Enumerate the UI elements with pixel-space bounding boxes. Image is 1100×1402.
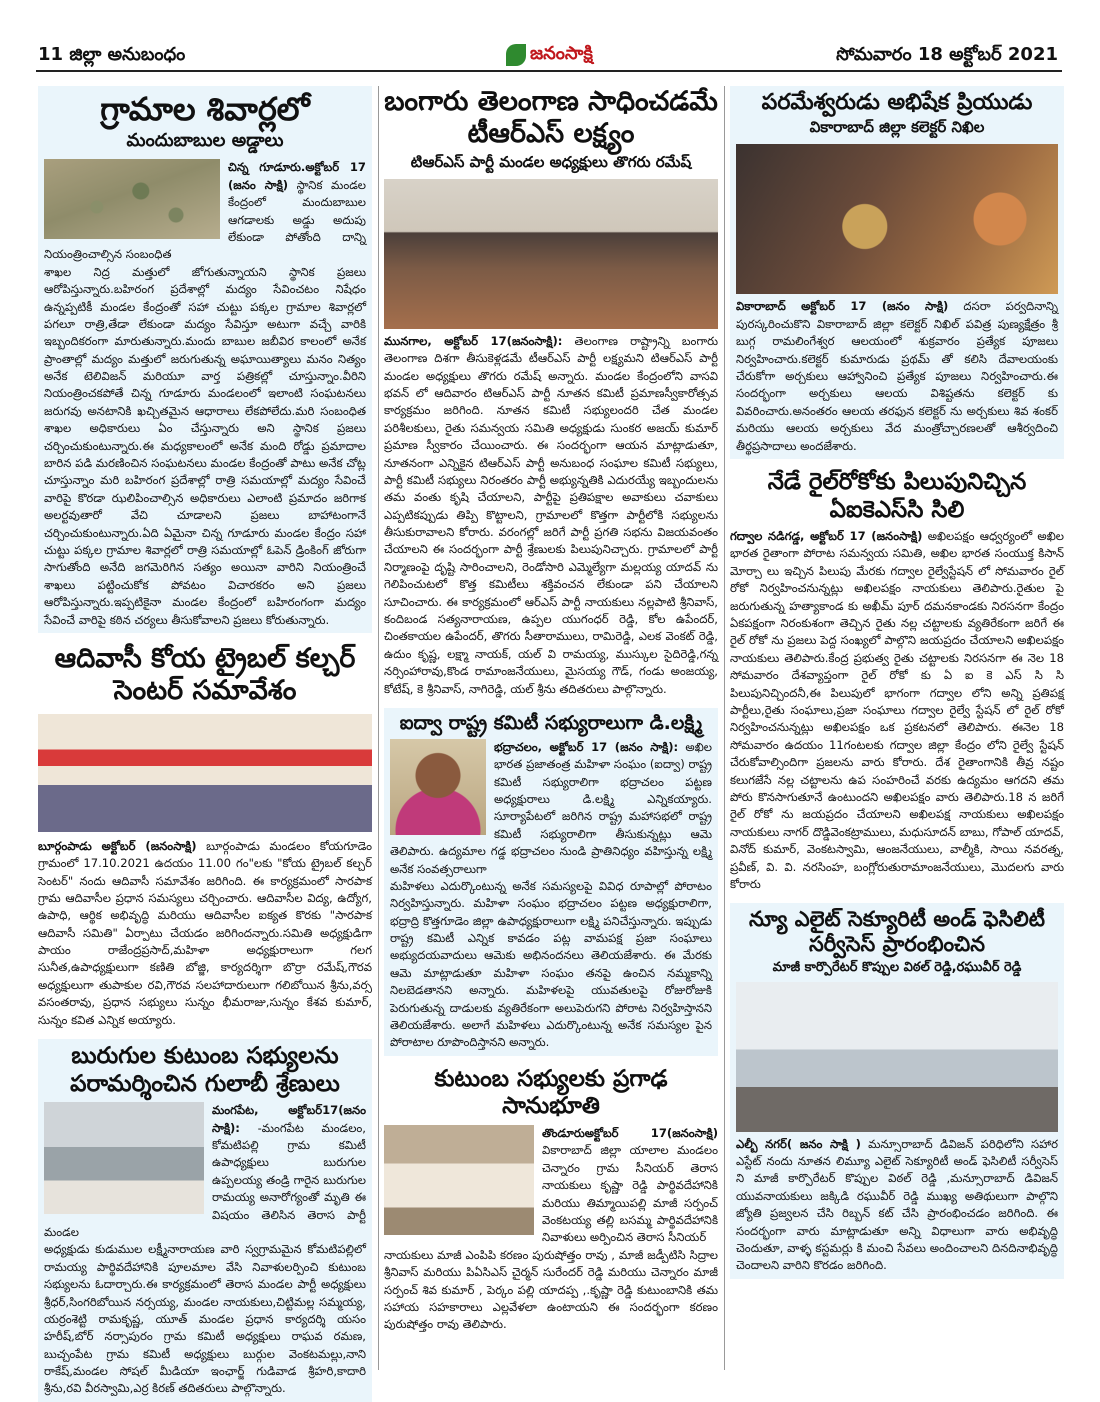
article-subtitle: టిఆర్ఎస్ పార్టీ మండల అధ్యక్షులు తొగరు రమేష్ (410, 152, 692, 171)
portrait-photo (390, 739, 486, 835)
article-body-continued: నాయకులు మాజీ ఎంపిపి కరణం పురుషోత్తం రావు , మాజీ జడ్పీటిసి సిద్రాల శ్రీనివాస్ మరియు పిఏసిఎస్ చైర్మన్ సురేందర్ రెడ్డి మరియు చెన్నారం మాజీ సర్పంచ్ శివ కుమార్ , పెర్కం పల్లి యాదప్ప ,.కృష్ణా రెడ్డి కుటుంబానికి తమ సహాయ సహకారాలు ఎల్లవేళలా ఉంటాయని ఈ సందర్భంగా కరణం పురుషోత్తం రావు తెలిపారు. (384, 1247, 718, 1332)
column-right (730, 86, 1064, 1370)
article-body-continued: శాఖల నిద్ర మత్తులో జోగుతున్నాయని స్థానిక ప్రజలు ఆరోపిస్తున్నారు.బహిరంగ ప్రదేశాల్లో మద్యం సేవించటం నిషేధం ఉన్నప్పటికీ మండల కేంద్రంతో సహా చుట్టు పక్కల గ్రామాల శివార్లలో పగలూ రాత్రి,తేడా లేకుండా మద్యం సేవిస్తూ అటుగా వచ్చే వారికి ఇబ్బందికరంగా మారుతున్నారు.మందు బాబుల జబీవిర కాలంలో అనేక ప్రాంతాల్లో మద్యం మత్తులో జరుగుతున్న అఘాయిత్యాలు మనం నిత్యం అనేక టెలివిజన్ మరియూ వార్త పత్రికల్లో చూస్తున్నాం.వీరిని నియంత్రించకపోతే చిన్న గూడూరు మండలంలో ఇలాంటి సంఘటనలు జరుగవు అనటానికి ఖచ్చితమైన ఆధారాలు లేకపోలేదు.మరి సంబంధిత శాఖల అధికారులు ఏం చేస్తున్నారు అని స్థానిక ప్రజలు చర్చించుకుంటున్నారు.ఈ మధ్యకాలంలో అనేక మంది రోడ్డు ప్రమాదాల బారిన పడి మరణించిన సంఘటనలు మండల కేంద్రంతో పాటు అనేక చోట్ల చూస్తున్నాం మరి బహిరంగ ప్రదేశాల్లో రాత్రి సమయాల్లో మద్యం సేవించే వారిపై కొరడా ఝలిపించాల్సిన అధికారులు ఎలాంటి ప్రమాదం జరిగాక అలర్టవుతారో వేచి చూడాలని ప్రజలు బాహాటంగానే చర్చించుకుంటున్నారు.ఏది ఏమైనా చిన్న గూడూరు మండల కేంద్రం సహా చుట్టు పక్కల గ్రామాల శివార్లలో రాత్రి సమయాల్లో ఓపెన్ డ్రింకింగ్ జోరుగా సాగుతోంది అనేది జగమెరిగిన సత్యం అయినా వారిని నియంత్రించే శాఖలు పట్టించుకోక పోవటం విచారకరం అని ప్రజలు ఆరోపిస్తున్నారు.ఇప్పటికైనా మండల కేంద్రంలో బహిరంగంగా మద్యం సేవించే వారిపై కఠిన చర్యలు తీసుకోవాలని ప్రజలు కోరుతున్నారు. (44, 264, 366, 627)
article-title: గ్రామాల శివార్లలో (100, 90, 310, 128)
article-title: న్యూ ఎలైట్ సెక్యూరిటీ అండ్ ఫెసిలిటీ సర్వీసెస్ ప్రారంభించిన (749, 907, 1045, 957)
page-section-label: 11 జిల్లా అనుబంధం (38, 44, 186, 65)
article-body: బూర్గంపాడు అక్టోబర్ (జనంసాక్షి) బూర్గంపాడు మండలం కోయగూడెం గ్రామంలో 17.10.2021 ఉదయం 11.00 గం"లకు "కోయ ట్రైబల్ కల్చర్ సెంటర్" నందు ఆదివాసీ సమావేశం జరిగింది. ఈ కార్యక్రమంలో సారపాక గ్రామ ఆదివాసీల ప్రధాన సమస్యలు చర్చించారు. ఆదివాసీల విద్య, ఉద్యోగ, ఉపాధి, ఆర్థిక అభివృద్ధి మరియు ఆదివాసీల ఐక్యత కొరకు "సారపాక ఆదివాసీ సమితి" ఏర్పాటు చేయడం జరిగిందన్నారు.సమితి అధ్యక్షుడిగా పాయం రాజేంద్రప్రసాద్,మహిళా అధ్యక్షురాలుగా గలగ సునీత,ఉపాధ్యక్షులుగా కణితి బోజ్జి, కార్యదర్శిగా బొర్రా రమేష్,గౌరవ అధ్యక్షులుగా తుపాకుల రవి,గౌరవ సలహాదారులుగా గలిబోయిన శ్రీను,వర్స వసంతరావు, ప్రధాన సభ్యులు సున్నం భీమరాజు,సున్నం కేశవ కుమార్, సున్నం కవిత ఎన్నిక అయ్యారు. (38, 838, 373, 1027)
column-divider (724, 86, 725, 1370)
condolence-photo (44, 1102, 204, 1214)
temple-puja-photo (736, 144, 1058, 294)
article-body: మునగాల, అక్టోబర్ 17(జనంసాక్షి): తెలంగాణ రాష్ట్రాన్ని బంగారు తెలంగాణ దిశగా తీసుకెళ్లడమే టీఆర్ఎస్ పార్టీ లక్ష్యమని టిఆర్ఎస్ పార్టీ మండల అధ్యక్షులు తొగరు రమేష్ అన్నారు. మండల కేంద్రంలోని వాసవి భవన్ లో ఆదివారం టిఆర్ఎస్ పార్టీ నూతన కమిటీ ప్రమాణస్వీకారోత్సవ కార్యక్రమం జరిగింది. నూతన కమిటీ సభ్యులందరి చేత మండల పరిశీలకులు, రైతు సమన్వయ సమితి అధ్యక్షుడు సుంకర అజయ్ కుమార్ ప్రమాణ స్వీకారం చేయించారు. ఈ సందర్భంగా ఆయన మాట్లాడుతూ, నూతనంగా ఎన్నికైన టిఆర్ఎస్ పార్టీ అనుబంధ సంఘాల కమిటీ సభ్యులు, పార్టీ కమిటీ సభ్యులు నిరంతరం పార్టీ అభ్యున్నతికి ఎదురయ్యే ఇబ్బందులను తమ వంతు కృషి చేయాలని, పార్టీపై ప్రతిపక్షాల అవాకులు చవాకులు ఎప్పటికప్పుడు తిప్పి కొట్టాలని, గ్రామాలలో కొత్తగా పార్టీలోకి సభ్యులను తీసుకురావాలని కోరారు. వరంగల్లో జరిగే పార్టీ ప్రగతి సభను విజయవంతం చేయాలని ఈ సందర్భంగా పార్టీ శ్రేణులకు పిలుపునిచ్చారు. గ్రామాలలో పార్టీ నిర్మాణంపై దృష్టి సారించాలని, రెండోసారి ఎమ్మెల్యేగా మల్లయ్య యాదవ్ ను గెలిపించుటలో కొత్త కమిటీలు శక్తివంచన లేకుండా పని చేయాలని సూచించారు. ఈ కార్యక్రమంలో ఆర్ఎస్ పార్టీ నాయకులు నల్లపాటి శ్రీనివాస్, కందిబండ సత్యనారాయణ, ఉప్పల యుగంధర్ రెడ్డి, కోల ఉపేందర్, చింతకాయల ఉపేందర్, తొగరు సీతారాములు, రామిరెడ్డి, ఎలక వెంకట్ రెడ్డి, ఉదుం కృష్ణ, లక్ష్మా నాయక్, యల్ వి రామయ్య, ముస్కుల సైదిరెడ్డి,గన్న నర్సింహారావు,కొండ రామాంజనేయులు, మైసయ్య గౌడ్, గండు అంజయ్య, కోటేష్, కె శ్రీనివాస్, నాగిరెడ్డి, యల్ శ్రీను తదితరులు పాల్గొన్నారు. (384, 333, 719, 696)
masthead (506, 40, 593, 70)
article-body-continued: మహిళలు ఎదుర్కొంటున్న అనేక సమస్యలపై వివిధ రూపాల్లో పోరాటం నిర్వహిస్తున్నారు. మహిళా సంఘం భద్రాచలం పట్టణ అధ్యక్షురాలిగా, భద్రాద్రి కొత్తగూడెం జిల్లా ఉపాధ్యక్షురాలుగా లక్ష్మి పనిచేస్తున్నారు. ఇప్పుడు రాష్ట్ర కమిటీ ఎన్నిక కావడం పట్ల వామపక్ష ప్రజా సంఘాలు అభ్యుదయవాదులు ఆమెకు అభినందనలు తెలియజేశారు. ఈ మేరకు ఆమె మాట్లాడుతూ మహిళా సంఘం తనపై ఉంచిన నమ్మకాన్ని నిలబెడతానని అన్నారు. మహిళలపై యువతులపై రోజురోజుకి పెరుగుతున్న దాడులకు వ్యతిరేకంగా అలుపెరుగని పోరాట నిర్వహిస్తానని తెలియజేశారు. అలాగే మహిళలు ఎదుర్కొంటున్న అనేక సమస్యల పైన పోరాటాల రూపొందిస్తానని అన్నారు. (390, 878, 712, 1050)
article-collector-puja (730, 86, 1064, 459)
article-title: పరమేశ్వరుడు అభిషేక ప్రియుడు (761, 90, 1033, 115)
article-subtitle: మందుబాబుల అడ్డాలు (126, 130, 284, 152)
article-title: ఐద్వా రాష్ట్ర కమిటీ సభ్యురాలుగా డి.లక్ష్మి (399, 711, 703, 734)
issue-date: సోమవారం 18 అక్టోబర్ 2021 (836, 44, 1058, 65)
article-title: కుటుంబ సభ్యులకు ప్రగాఢ సానుభూతి (434, 1065, 668, 1120)
article-condolence-burugula (38, 1039, 372, 1402)
article-body-continued: అధ్యక్షుడు కుడుముల లక్ష్మీనారాయణ వారి స్వగ్రామమైన కోమటిపల్లిలో రామయ్య పార్థివదేహానికి పూలమాల వేసి నివాళులర్పించి కుటుంబ సభ్యులను ఓదార్చారు.ఈ కార్యక్రమంలో తెరాస మండల పార్టీ అధ్యక్షులు శ్రీధర్,సింగరిబోయిన నర్సయ్య, మండల నాయకులు,చిట్టిమల్ల సమ్మయ్య, యర్రంశెట్టి రామకృష్ణ, యూత్ మండల ప్రధాన కార్యదర్శి యసం హరీష్,బోర్ నర్సాపురం గ్రామ కమిటీ అధ్యక్షులు రాఘవ రమణ, బుచ్చంపేట గ్రామ కమిటీ అధ్యక్షులు బుర్గుల వెంకటమల్లు,నాని రాకేష్,మండల సోషల్ మీడియా ఇంఛార్జ్ గుడివాడ శ్రీహరి,కాదారి శ్రీను,రవి వీరస్వామి,ఎర్ర కిరణ్ తదితరులు పాల్గొన్నారు. (44, 1242, 366, 1396)
article-aidwa-lakshmi (384, 708, 718, 1056)
article-body: ఎల్బీ నగర్( జనం సాక్షి ) మన్సూరాబాద్ డివిజన్ పరిధిలోని సహార ఎస్టేట్ నందు నూతన లిమ్యూ ఎలైట్ సెక్యూరిటీ అండ్ ఫెసిలిటీ సర్వీసెస్ ని మాజీ కార్పొరేటర్ కొప్పుల విఠల్ రెడ్డి ,మన్సూరాబాద్ డివిజన్ యువనాయకులు జక్కిడి రఘువీర్ రెడ్డి ముఖ్య అతిథులుగా పాల్గొని జ్యోతి ప్రజ్వలన చేసి రిబ్బన్ కట్ చేసి ప్రారంభించడం జరిగింది. ఈ సందర్భంగా వారు మాట్లాడుతూ అన్ని విధాలుగా వారు అభివృద్ధి చెందుతూ, వాళ్ళ కస్టమర్లు కి మంచి సేవలు అందించాలని దినదినాభివృద్ధి చెందాలని వారిని కొరడం జరిగింది. (736, 1136, 1058, 1273)
article-liquor-spots (38, 86, 372, 633)
article-title: ఆదివాసీ కోయ ట్రైబల్ కల్చర్ సెంటర్ సమావేశం (54, 642, 356, 707)
party-meeting-photo (384, 179, 718, 329)
article-body: భద్రాచలం, అక్టోబర్ 17 (జనం సాక్షి): అఖిల భారత ప్రజాతంత్ర మహిళా సంఘం (ఐద్వా) రాష్ట్ర కమిటీ సభ్యురాలిగా భద్రాచలం పట్టణ అధ్యక్షురాలు డి.లక్ష్మి ఎన్నికయ్యారు. సూర్యాపేటలో జరిగిన రాష్ట్ర మహాసభలో రాష్ట్ర కమిటీ సభ్యురాలిగా తీసుకున్నట్లు ఆమె తెలిపారు. ఉద్యమాల గడ్డ భద్రాచలం నుండి ప్రాతినిధ్యం వహిస్తున్న లక్ష్మి అనేక సంవత్సరాలుగా (390, 739, 713, 876)
article-body: చిన్న గూడూరు.అక్టోబర్ 17 (జనం సాక్షి) స్థానిక మండల కేంద్రంలో మందుబాబుల ఆగడాలకు అడ్డు అదుపు లేకుండా పోతోంది దాన్ని నియంత్రించాల్సిన సంబంధిత (44, 160, 367, 262)
article-title: బంగారు తెలంగాణ సాధించడమే టీఆర్ఎస్ లక్ష్యం (384, 86, 718, 150)
page-header (36, 40, 1062, 72)
condolence-photo (384, 1125, 534, 1235)
article-body: తొండూరుఅక్టోబర్ 17(జనంసాక్షి) వికారాబాద్ జిల్లా యాలాల మండలం చెన్నారం గ్రామ సీనియర్ తెరాస నాయకులు కృష్ణా రెడ్డి పార్థివదేహానికి మరియు తిమ్మాయిపల్లి మాజీ సర్పంచ్ వెంకటయ్య తల్లి బసమ్మ పార్థివదేహానికి నివాళులు అర్పించిన తెరాస సీనియర్ (542, 1126, 718, 1245)
article-rail-roko (730, 469, 1064, 893)
article-tribal-meeting (38, 643, 372, 1029)
leaf-logo-icon (506, 44, 526, 66)
meeting-photo (38, 714, 372, 832)
article-title: నేడే రైల్‌రోకోకు పిలుపునిచ్చిన ఏఐకెఎస్‌సి సిలి (767, 468, 1027, 523)
article-condolence-family (384, 1066, 718, 1334)
inauguration-photo (736, 982, 1058, 1132)
column-middle (384, 86, 718, 1370)
article-trs-goal (384, 86, 718, 698)
field-photo (44, 159, 220, 239)
article-subtitle: వికారాబాద్ జిల్లా కలెక్టర్ నిఖిల (809, 118, 985, 137)
article-body: గద్వాల నడిగడ్డ, అక్టోబర్ 17 (జనంసాక్షి) అఖిలపక్షం ఆధ్వర్యంలో అఖిల భారత రైతాంగా పోరాట సమన్వయ సమితి, అఖిల భారత సంయుక్త కిసాన్ మోర్చా లు ఇచ్చిన పిలుపు మేరకు గద్వాల రైల్వేస్టేషన్ లో సోమవారం రైల్ రోకో నిర్వహించనున్నట్లు అఖిలపక్షం నాయకులు తెలిపారు.రైతుల పై జరుగుతున్న హత్యాకాండ కు అఖీమ్ పూర్ దమనకాండకు నిరసనగా కేంద్రం ఏకపక్షంగా నిరంకుశంగా తెచ్చిన రైతు నల్ల చట్టాలకు వ్యతిరేకంగా జరిగే ఈ రైల్ రోకో ను ప్రజలు పెద్ద సంఖ్యలో పాల్గొని జయప్రదం చేయాలని అఖిలపక్షం నాయకులు తెలిపారు.కేంద్ర ప్రభుత్వ రైతు చట్టాలకు నిరసనగా ఈ నెల 18 సోమవారం దేశవ్యాప్తంగా రైల్ రోకో కు ఏ ఐ కె ఎస్ సి సి పిలుపునిచ్చిందనీ,ఈ పిలుపులో భాగంగా గద్వాల లోని అన్ని ప్రతిపక్ష పార్టీలు,రైతు సంఘాలు,ప్రజా సంఘాలు గద్వాల రైల్వే స్టేషన్ లో రైల్ రోకో నిర్వహించనున్నట్లు అఖిలపక్షం ఒక ప్రకటనలో తెలిపారు. ఈనెల 18 సోమవారం ఉదయం 11గంటలకు గద్వాల జిల్లా కేంద్రం లోని రైల్వే స్టేషన్ చేరుకోవాల్సిందిగా ప్రజలను వారు కోరారు. దేశ రైతాంగానికి తీవ్ర నష్టం కలుగజేసే నల్ల చట్టాలను ఉప సంహరించే వరకు ఉద్యమం ఆగదని తమ పోరు కొనసాగుతూనే ఉంటుందని అఖిలపక్షం వారు తెలిపారు.18 న జరిగే రైల్ రోకో ను జయప్రదం చేయాలని అఖిలపక్ష నాయకులు అఖిలపక్షం నాయకులు నాగర్ దొడ్డివెంకట్రాములు, మధుసూదన్ బాబు, గోపాల్ యాదవ్, వినోద్ కుమార్, వెంకటస్వామి, ఆంజనేయులు, వాల్మీకి, సాయి నవరత్న, ప్రవీణ్, వి. వి. నరసింహ, బంగ్లోరుతురామాంజనేయులు, మొదలగు వారు కోరారు (730, 529, 1065, 891)
column-divider (378, 86, 379, 1370)
column-left (38, 86, 373, 1396)
article-body: మంగపేట, అక్టోబర్17(జనం సాక్షి): -మంగపేట మండలం, కోమటిపల్లి గ్రామ కమిటీ ఉపాధ్యక్షులు బురుగుల ఉప్పలయ్య తండ్రి గారైన బురుగుల రామయ్య అనారోగ్యంతో మృతి ఈ విషయం తెలిసిన తెరాస పార్టీ మండల (44, 1103, 366, 1239)
article-subtitle: మాజీ కార్పొరేటర్ కొప్పుల విఠల్ రెడ్డి,రఘువీర్ రెడ్డి (772, 959, 1022, 975)
article-security-services (730, 903, 1064, 1279)
article-body: వికారాబాద్ అక్టోబర్ 17 (జనం సాక్షి) దసరా పర్వదినాన్ని పురస్కరించుకొని వికారాబాద్ జిల్లా కలెక్టర్ నిఖిల్ పవిత్ర పుణ్యక్షేత్రం శ్రీ బుగ్గ రామలింగేశ్వర ఆలయంలో శుక్రవారం ప్రత్యేక పూజలు నిర్వహించారు.కలెక్టర్ కుమారుడు ప్రథమ్ తో కలిసి దేవాలయంకు చేరుకోగా అర్చకులు ఆహ్వానించి ప్రత్యేక పూజలు నిర్వహించారు.ఈ సందర్భంగా అర్చకులు ఆలయ విశిష్టతను కలెక్టర్ కు వివరించారు.అనంతరం ఆలయ తరఫున కలెక్టర్ ను అర్చకులు శివ శంకర్ మరియు ఆలయ అర్చకులు వేద మంత్రోచ్చారణలతో ఆశీర్వదించి తీర్థప్రసాదాలు అందజేశారు. (736, 299, 1059, 453)
article-title: బురుగుల కుటుంబ సభ్యులను పరామర్శించిన గులాబీ శ్రేణులు (70, 1043, 340, 1097)
paper-name: జనంసాక్షి (530, 42, 593, 64)
